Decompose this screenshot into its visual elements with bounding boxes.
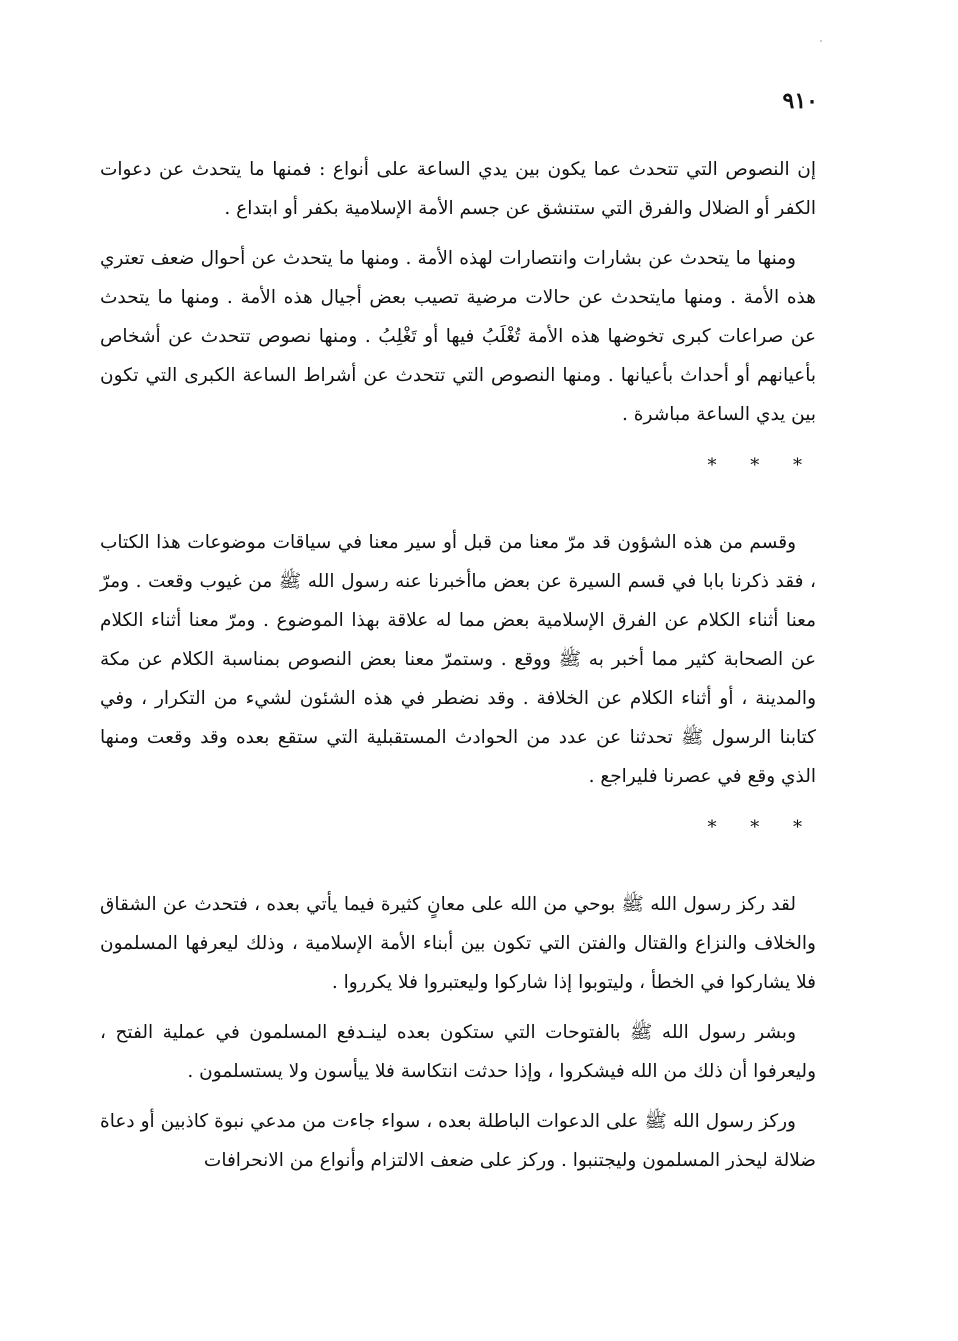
paragraph: وركز رسول الله ﷺ على الدعوات الباطلة بعده ، سواء جاءت من مدعي نبوة كاذبين أو دعاة ضلالة ليحذر المسلمون وليجتنبوا . وركز على ضعف الالتزام وأنواع من الانحرافات xyxy=(100,1111,816,1171)
section-separator: * * * xyxy=(707,455,816,476)
scan-mark xyxy=(820,40,822,42)
paragraph: ومنها ما يتحدث عن بشارات وانتصارات لهذه الأمة . ومنها ما يتحدث عن أحوال ضعف تعتري هذه الأمة . ومنها مايتحدث عن حالات مرضية تصيب بعض أجيال هذه الأمة . ومنها ما يتحدث عن صراعات كبرى تخوضها هذه الأمة تُغْلَبُ فيها أو تَغْلِبُ . ومنها نصوص تتحدث عن أشخاص بأعيانهم أو أحداث بأعيانها . ومنها النصوص التي تتحدث عن أشراط الساعة الكبرى التي تكون بين يدي الساعة مباشرة . xyxy=(100,248,816,425)
paragraph: وبشر رسول الله ﷺ بالفتوحات التي ستكون بعده لينـدفع المسلمون في عملية الفتح ، وليعرفوا أن ذلك من الله فيشكروا ، وإذا حدثت انتكاسة فلا ييأسون ولا يستسلمون . xyxy=(100,1022,816,1082)
paragraph: إن النصوص التي تتحدث عما يكون بين يدي الساعة على أنواع : فمنها ما يتحدث عن دعوات الكفر أو الضلال والفرق التي ستنشق عن جسم الأمة الإسلامية بكفر أو ابتداع . xyxy=(100,159,816,219)
section-separator: * * * xyxy=(707,817,816,838)
paragraph: لقد ركز رسول الله ﷺ بوحي من الله على معانٍ كثيرة فيما يأتي بعده ، فتحدث عن الشقاق والخلاف والنزاع والقتال والفتن التي تكون بين أبناء الأمة الإسلامية ، وذلك ليعرفها المسلمون فلا يشاركوا في الخطأ ، وليتوبوا إذا شاركوا وليعتبروا فلا يكرروا . xyxy=(100,894,816,993)
body-text xyxy=(100,150,816,1191)
paragraph: وقسم من هذه الشؤون قد مرّ معنا من قبل أو سير معنا في سياقات موضوعات هذا الكتاب ، فقد ذكرنا بابا في قسم السيرة عن بعض ماأخبرنا عنه رسول الله ﷺ من غيوب وقعت . ومرّ معنا أثناء الكلام عن الفرق الإسلامية بعض مما له علاقة بهذا الموضوع . ومرّ معنا أثناء الكلام عن الصحابة كثير مما أخبر به ﷺ ووقع . وستمرّ معنا بعض النصوص بمناسبة الكلام عن مكة والمدينة ، أو أثناء الكلام عن الخلافة . وقد نضطر في هذه الشئون لشيء من التكرار ، وفي كتابنا الرسول ﷺ تحدثنا عن عدد من الحوادث المستقبلية التي ستقع بعده وقد وقعت ومنها الذي وقع في عصرنا فليراجع . xyxy=(100,532,816,787)
page-number: ٩١٠ xyxy=(782,88,818,114)
